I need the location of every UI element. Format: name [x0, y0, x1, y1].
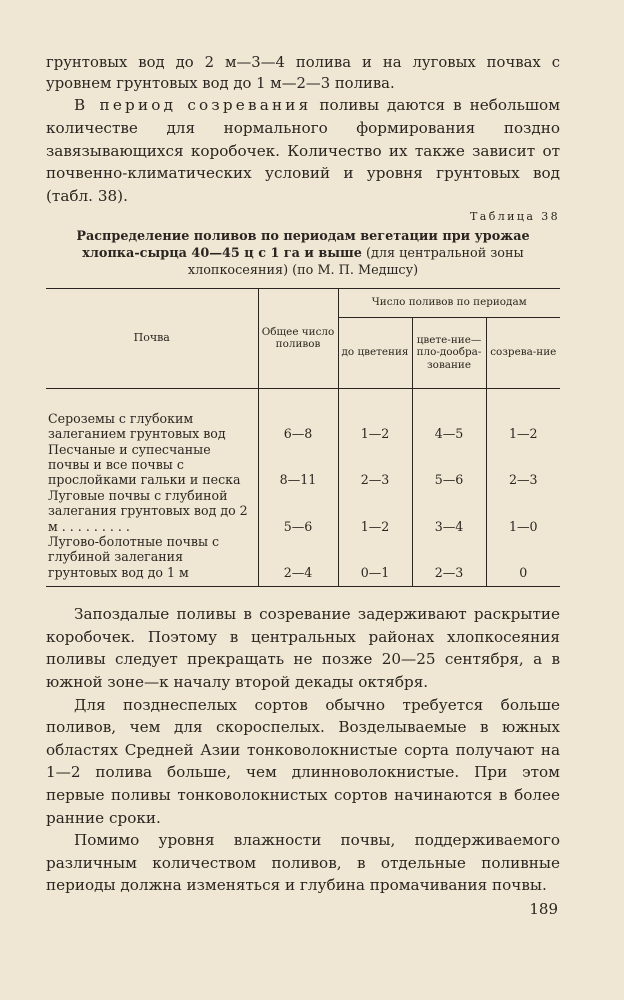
paragraph-soil-depth: Помимо уровня влажности почвы, поддерживаемого различным количеством поливов, в отдельные поливные периоды должна изменяться и глубина промачивания почвы.	[46, 831, 560, 895]
page-number: 189	[529, 900, 558, 918]
table-caption-bold: Распределение поливов по периодам вегетации при урожае хлопка-сырца 40—45 ц с 1 га и выше	[76, 229, 530, 262]
table-caption-normal: (для центральной зоны хлопкосеяния) (по М. П. Медшсу)	[187, 246, 524, 278]
header-soil: Почва	[46, 288, 258, 388]
cell-total: 8—11	[258, 442, 338, 488]
paragraph-maturation	[46, 94, 560, 207]
cell-maturation: 1—2	[486, 388, 560, 441]
page-body	[46, 52, 560, 897]
cell-flowering: 5—6	[412, 442, 486, 488]
header-flowering-fruiting: цвете-ние—пло-дообра-зование	[412, 317, 486, 388]
cell-before-flowering: 2—3	[338, 442, 412, 488]
maturation-lead: В период созревания	[74, 96, 312, 115]
table-row	[46, 534, 560, 587]
header-maturation: созрева-ние	[486, 317, 560, 388]
cell-flowering: 4—5	[412, 388, 486, 441]
cell-total: 5—6	[258, 488, 338, 534]
cell-before-flowering: 1—2	[338, 388, 412, 441]
irrigation-table	[46, 288, 560, 587]
cell-before-flowering: 0—1	[338, 534, 412, 587]
cell-soil: Песчаные и супесчаные почвы и все почвы с прослойками гальки и песка	[48, 441, 241, 488]
cell-flowering: 2—3	[412, 534, 486, 587]
cell-maturation: 1—0	[486, 488, 560, 534]
cell-soil: Лугово-болотные почвы с глубиной залегания грунтовых вод до 1 м	[48, 534, 220, 580]
maturation-rest: поливы даются в небольшом количестве для нормального формирования поздно завязывающихся коробочек. Количество их также зависит от почвенно-климатических условий и уровня грунтовых вод (табл. 38).	[46, 96, 561, 205]
cell-total: 2—4	[258, 534, 338, 587]
header-total: Общее число поливов	[258, 288, 338, 388]
cell-soil: Луговые почвы с глубиной залегания грунтовых вод до 2 м . . . . . . . . .	[48, 487, 248, 534]
paragraph-late-varieties: Для позднеспелых сортов обычно требуется больше поливов, чем для скороспелых. Возделываемые в южных областях Средней Азии тонковолокнистые сорта получают на 1—2 полива больше, чем длинноволокнистые. При этом первые поливы тонковолокнистых сортов начинаются в более ранние сроки.	[46, 695, 560, 827]
table-number: Таблица 38	[470, 210, 560, 224]
cell-soil: Сероземы с глубоким залеганием грунтовых вод	[48, 410, 226, 442]
table-row	[46, 488, 560, 534]
cell-maturation: 2—3	[486, 442, 560, 488]
cell-maturation: 0	[486, 534, 560, 587]
header-periods: Число поливов по периодам	[338, 288, 560, 317]
table-caption	[46, 229, 560, 279]
cell-total: 6—8	[258, 388, 338, 441]
cell-before-flowering: 1—2	[338, 488, 412, 534]
header-before-flowering: до цветения	[338, 317, 412, 388]
table-row	[46, 388, 560, 441]
paragraph-intro: грунтовых вод до 2 м—3—4 полива и на луговых почвах с уровнем грунтовых вод до 1 м—2—3 полива.	[46, 54, 560, 93]
cell-flowering: 3—4	[412, 488, 486, 534]
table-row	[46, 442, 560, 488]
paragraph-late-irrigation: Запоздалые поливы в созревание задерживают раскрытие коробочек. Поэтому в центральных районах хлопкосеяния поливы следует прекращать не позже 20—25 сентября, а в южной зоне—к началу второй декады октября.	[46, 605, 560, 692]
